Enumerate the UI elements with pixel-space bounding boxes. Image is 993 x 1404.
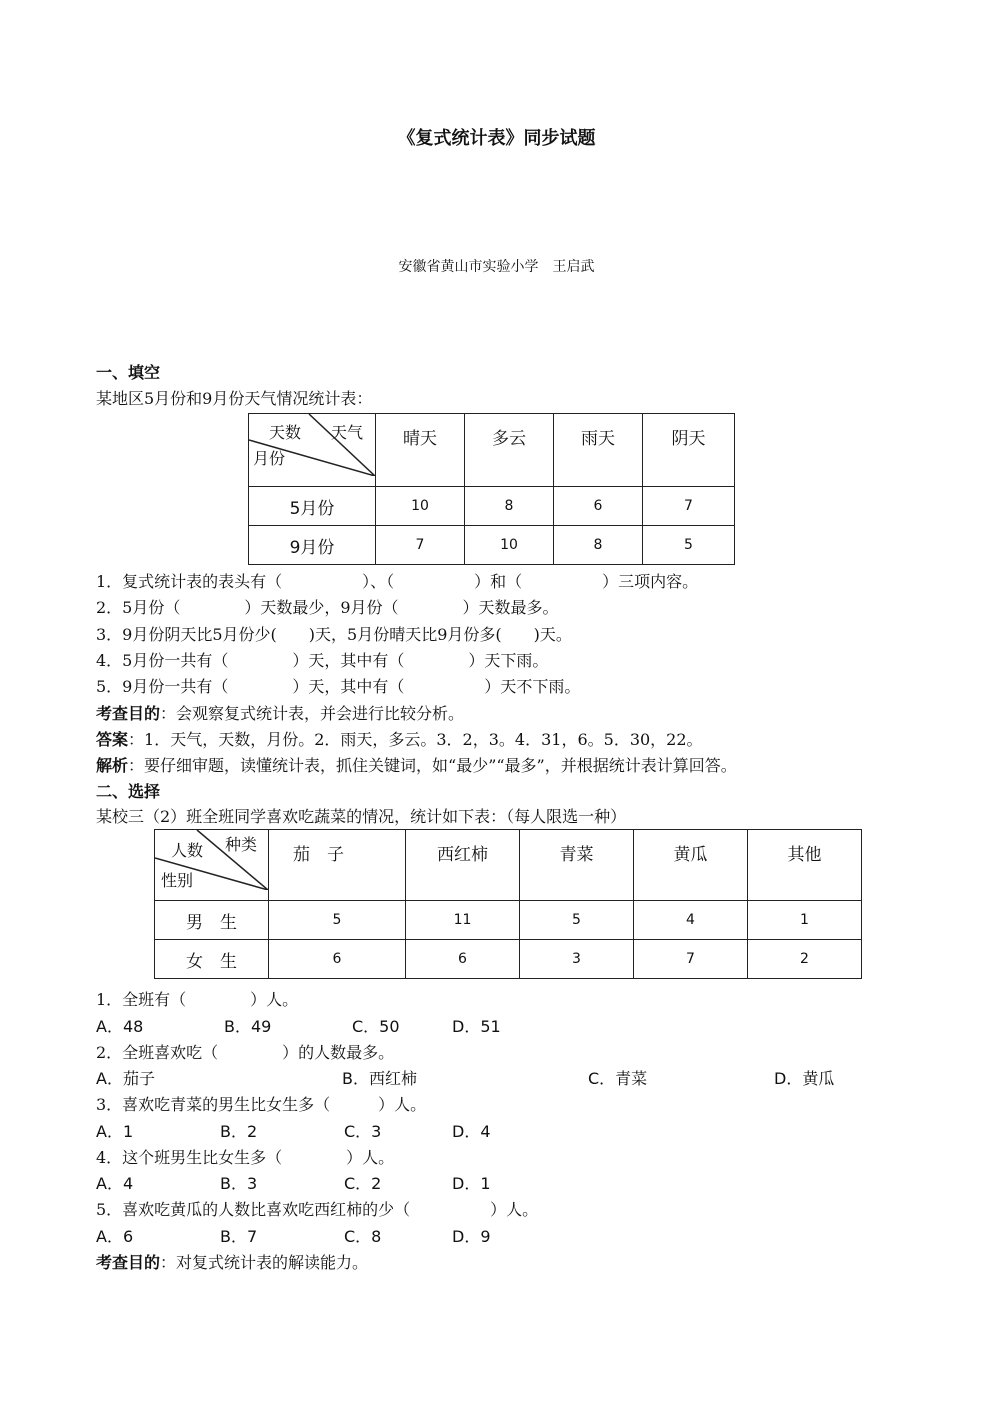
corner-label-kind: 种类 (225, 835, 258, 854)
row-label: 男 生 (155, 901, 269, 940)
col-header: 黄瓜 (634, 830, 748, 901)
section1-intro: 某地区5月份和9月份天气情况统计表： (96, 389, 373, 408)
purpose-line (96, 1250, 368, 1273)
row-label: 9月份 (249, 526, 376, 565)
purpose-line (96, 701, 464, 724)
table-row (249, 487, 735, 526)
table-cell: 10 (465, 526, 554, 565)
option: C．8 (344, 1227, 382, 1246)
answer-line (96, 727, 703, 750)
option: D．1 (452, 1174, 491, 1193)
col-header: 西红柿 (406, 830, 520, 901)
option: A．茄子 (96, 1069, 155, 1088)
corner-label-count: 人数 (171, 841, 204, 860)
question: 4．这个班男生比女生多（ ）人。 (96, 1148, 395, 1167)
col-header: 晴天 (376, 414, 465, 487)
analysis-line (96, 753, 737, 776)
table-cell: 7 (643, 487, 735, 526)
purpose-label: 考查目的 (96, 1253, 161, 1272)
table-row (249, 526, 735, 565)
table-corner-header (155, 830, 269, 901)
question: 2．全班喜欢吃（ ）的人数最多。 (96, 1043, 395, 1062)
table-cell: 11 (406, 901, 520, 940)
question: 5．喜欢吃黄瓜的人数比喜欢吃西红柿的少（ ）人。 (96, 1200, 539, 1219)
table-row (155, 940, 862, 979)
answer-text: ：1．天气，天数，月份。2．雨天，多云。3．2，3。4．31，6。5．30，22。 (128, 730, 703, 749)
table-cell: 6 (269, 940, 406, 979)
option: D．4 (452, 1122, 491, 1141)
table-cell: 1 (748, 901, 862, 940)
question: 1．全班有（ ）人。 (96, 990, 299, 1009)
purpose-label: 考查目的 (96, 704, 161, 723)
option: D．黄瓜 (774, 1069, 835, 1088)
section2-intro: 某校三（2）班全班同学喜欢吃蔬菜的情况，统计如下表：（每人限选一种） (96, 807, 627, 826)
corner-label-gender: 性别 (161, 871, 194, 890)
table-cell: 3 (520, 940, 634, 979)
table-cell: 8 (554, 526, 643, 565)
section2-heading: 二、选择 (96, 782, 161, 801)
col-header: 青菜 (520, 830, 634, 901)
option: A．4 (96, 1174, 134, 1193)
option: B．2 (220, 1122, 258, 1141)
analysis-label: 解析 (96, 756, 129, 775)
question: 4．5月份一共有（ ）天，其中有（ ）天下雨。 (96, 651, 549, 670)
col-header: 阴天 (643, 414, 735, 487)
table-cell: 4 (634, 901, 748, 940)
section1-heading: 一、填空 (96, 363, 161, 382)
option: B．西红柿 (342, 1069, 417, 1088)
option: B．3 (220, 1174, 258, 1193)
question: 1．复式统计表的表头有（ ）、（ ）和（ ）三项内容。 (96, 572, 699, 591)
table-corner-header (249, 414, 376, 487)
option: C．50 (352, 1017, 400, 1036)
option: A．1 (96, 1122, 134, 1141)
answer-label: 答案 (96, 730, 129, 749)
table-cell: 2 (748, 940, 862, 979)
option: C．3 (344, 1122, 382, 1141)
option: D．51 (452, 1017, 501, 1036)
table-cell: 5 (643, 526, 735, 565)
option: C．2 (344, 1174, 382, 1193)
option: B．7 (220, 1227, 258, 1246)
table-cell: 7 (376, 526, 465, 565)
col-header: 其他 (748, 830, 862, 901)
option: A．48 (96, 1017, 144, 1036)
page-title: 《复式统计表》同步试题 (397, 128, 596, 149)
purpose-text: ：会观察复式统计表，并会进行比较分析。 (160, 704, 465, 723)
corner-label-month: 月份 (253, 449, 286, 468)
option: D．9 (452, 1227, 491, 1246)
option: C．青菜 (588, 1069, 648, 1088)
row-label: 女 生 (155, 940, 269, 979)
vegetable-table (154, 829, 862, 979)
option: B．49 (224, 1017, 272, 1036)
col-header: 茄 子 (269, 830, 406, 901)
col-header: 多云 (465, 414, 554, 487)
table-cell: 7 (634, 940, 748, 979)
analysis-text: ：要仔细审题，读懂统计表，抓住关键词，如“最少”“最多”，并根据统计表计算回答。 (128, 756, 737, 775)
question: 3．9月份阴天比5月份少( )天，5月份晴天比9月份多( )天。 (96, 625, 572, 644)
table-cell: 10 (376, 487, 465, 526)
purpose-text: ：对复式统计表的解读能力。 (160, 1253, 369, 1272)
question: 5．9月份一共有（ ）天，其中有（ ）天不下雨。 (96, 677, 581, 696)
author-line: 安徽省黄山市实验小学 王启武 (398, 259, 595, 275)
table-row (155, 901, 862, 940)
corner-label-weather: 天气 (331, 423, 364, 442)
table-cell: 6 (554, 487, 643, 526)
question: 3．喜欢吃青菜的男生比女生多（ ）人。 (96, 1095, 427, 1114)
table-cell: 5 (520, 901, 634, 940)
corner-label-days: 天数 (269, 423, 302, 442)
option: A．6 (96, 1227, 134, 1246)
table-cell: 5 (269, 901, 406, 940)
weather-table (248, 413, 735, 565)
question: 2．5月份（ ）天数最少，9月份（ ）天数最多。 (96, 598, 559, 617)
row-label: 5月份 (249, 487, 376, 526)
table-cell: 6 (406, 940, 520, 979)
table-cell: 8 (465, 487, 554, 526)
col-header: 雨天 (554, 414, 643, 487)
